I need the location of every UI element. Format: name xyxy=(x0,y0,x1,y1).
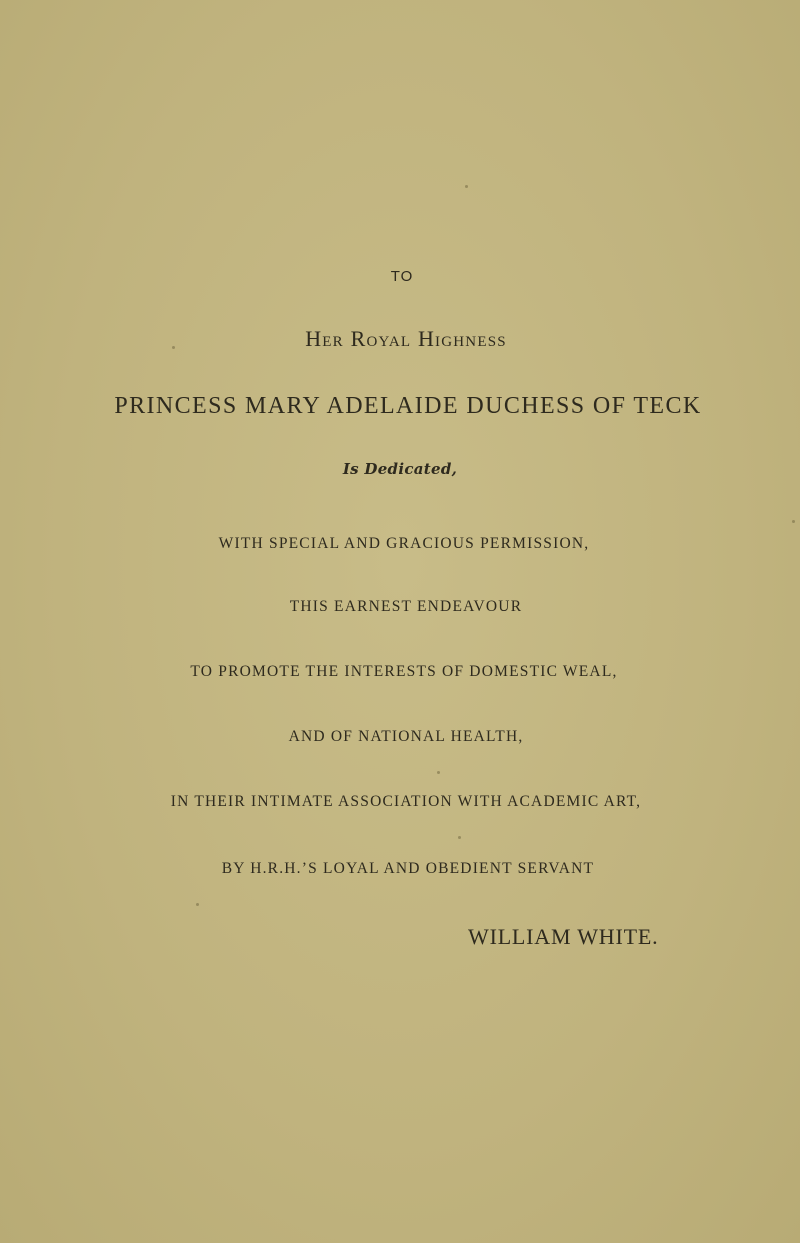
author-signature: WILLIAM WHITE. xyxy=(468,924,659,949)
dedication-line-6: BY H.R.H.’S LOYAL AND OBEDIENT SERVANT xyxy=(221,860,595,877)
paper-speck xyxy=(458,836,461,839)
paper-speck xyxy=(465,185,468,188)
paper-speck xyxy=(437,771,440,774)
dedication-line-1: WITH SPECIAL AND GRACIOUS PERMISSION, xyxy=(218,535,590,552)
dedication-line-2: THIS EARNEST ENDEAVOUR xyxy=(289,598,523,615)
is-dedicated-line: Is Dedicated, xyxy=(342,460,458,478)
dedication-line-4: AND OF NATIONAL HEALTH, xyxy=(288,728,524,745)
honorific: Her Royal Highness xyxy=(305,326,507,351)
paper-speck xyxy=(196,903,199,906)
dedicatee-name: PRINCESS MARY ADELAIDE DUCHESS OF TECK xyxy=(114,393,702,419)
dedication-line-5: IN THEIR INTIMATE ASSOCIATION WITH ACADEMIC ART, xyxy=(170,793,642,810)
paper-speck xyxy=(792,520,795,523)
dedication-line-3: TO PROMOTE THE INTERESTS OF DOMESTIC WEAL, xyxy=(190,663,618,680)
dedication-to: TO xyxy=(390,268,414,285)
paper-speck xyxy=(172,346,175,349)
